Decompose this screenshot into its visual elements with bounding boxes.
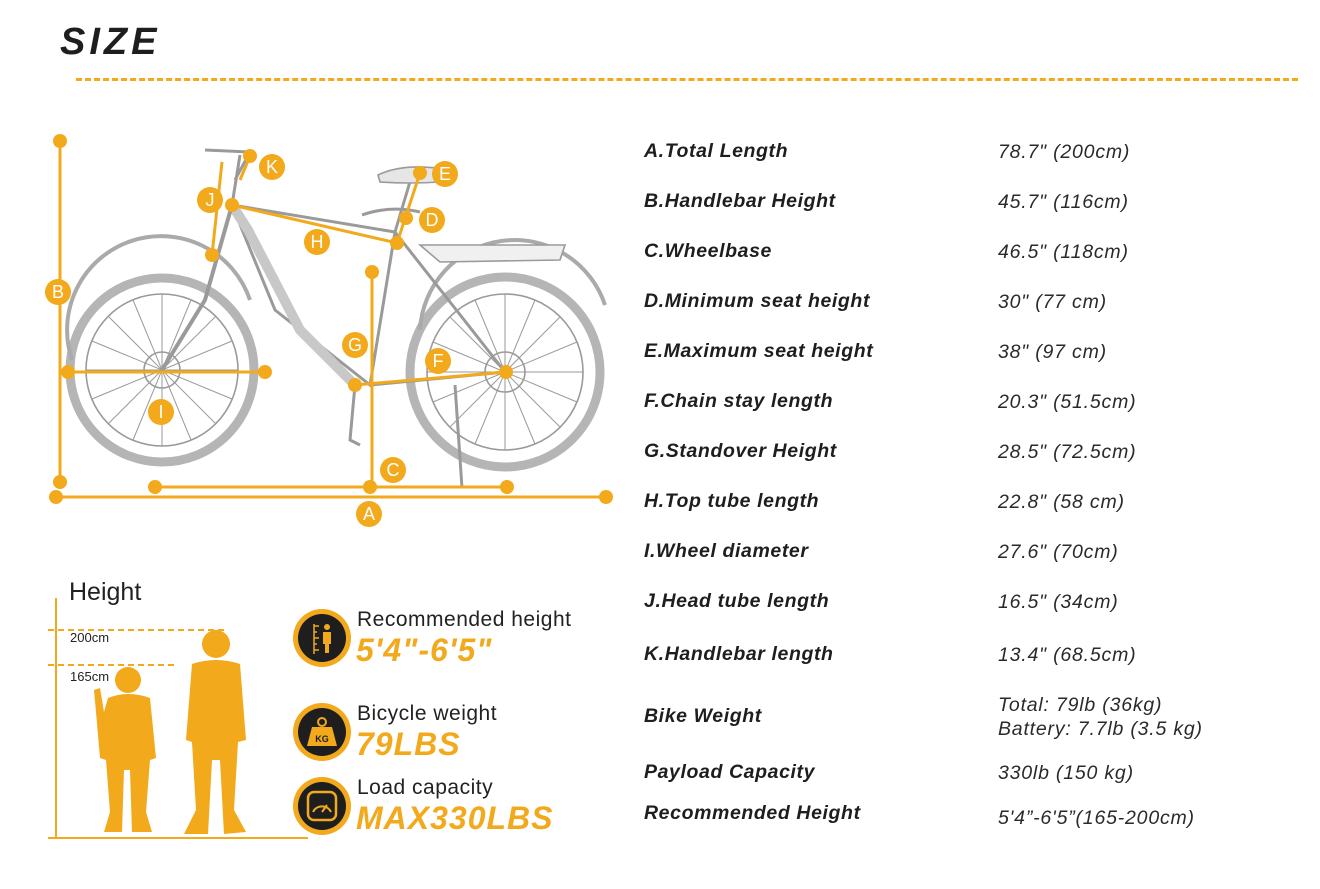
weight-icon: [292, 702, 352, 762]
svg-text:K: K: [265, 157, 279, 177]
spec-value: 27.6" (70cm): [998, 541, 1119, 563]
dashed-divider: [76, 78, 1298, 81]
spec-label: H.Top tube length: [644, 490, 820, 512]
spec-value: 78.7" (200cm): [998, 141, 1131, 163]
spec-value: 330lb (150 kg): [998, 762, 1134, 784]
spec-value: 16.5" (34cm): [998, 591, 1119, 613]
spec-value: 22.8" (58 cm): [998, 491, 1125, 513]
spec-value: 38" (97 cm): [998, 341, 1107, 363]
svg-text:H: H: [310, 232, 324, 252]
spec-label: Bike Weight: [644, 705, 762, 727]
svg-text:SIZE: SIZE: [60, 22, 161, 62]
size-logo: [58, 22, 208, 62]
height-mark-200cm: 200cm: [70, 630, 110, 645]
spec-label: Payload Capacity: [644, 761, 816, 783]
svg-text:G: G: [347, 335, 363, 355]
svg-text:F: F: [432, 351, 444, 371]
stat-bicycle-weight: [292, 702, 632, 768]
spec-value: 5'4”-6'5”(165-200cm): [998, 807, 1195, 829]
stat-value: MAX330LBS: [356, 800, 554, 836]
svg-text:J: J: [205, 190, 215, 210]
height-comparison-figure: [40, 570, 320, 850]
svg-text:I: I: [158, 402, 164, 422]
person-165cm-figure: [94, 667, 156, 832]
marker-c: [380, 457, 406, 483]
svg-text:KG: KG: [315, 734, 329, 744]
spec-label: B.Handlebar Height: [644, 190, 836, 212]
stat-value: 5'4"-6'5": [356, 632, 493, 668]
gauge-icon: [292, 776, 352, 836]
spec-value: 30" (77 cm): [998, 291, 1107, 313]
svg-text:E: E: [438, 164, 452, 184]
marker-i: [148, 399, 174, 425]
spec-value: 13.4" (68.5cm): [998, 644, 1137, 666]
spec-value: 20.3" (51.5cm): [998, 391, 1137, 413]
spec-label: J.Head tube length: [644, 590, 830, 612]
person-200cm-figure: [184, 630, 246, 834]
bike-sketch: [67, 150, 605, 488]
marker-k: [259, 154, 285, 180]
height-scale-icon: [292, 608, 352, 668]
spec-label: A.Total Length: [644, 140, 789, 162]
height-mark-165cm: 165cm: [70, 669, 110, 684]
svg-text:D: D: [425, 210, 439, 230]
marker-j: [197, 187, 223, 213]
marker-h: [304, 229, 330, 255]
svg-text:A: A: [362, 504, 376, 524]
spec-label: K.Handlebar length: [644, 643, 834, 665]
spec-value: 46.5" (118cm): [998, 241, 1129, 263]
spec-label: C.Wheelbase: [644, 240, 772, 262]
spec-label: F.Chain stay length: [644, 390, 834, 412]
stat-recommended-height: [292, 608, 632, 674]
spec-value-secondary: Battery: 7.7lb (3.5 kg): [998, 718, 1203, 740]
spec-label: Recommended Height: [644, 802, 861, 824]
spec-value: 28.5" (72.5cm): [998, 441, 1137, 463]
spec-value: 45.7" (116cm): [998, 191, 1129, 213]
dimension-lines: [56, 141, 606, 497]
svg-text:C: C: [386, 460, 400, 480]
svg-text:B: B: [51, 282, 65, 302]
spec-label: E.Maximum seat height: [644, 340, 874, 362]
stat-value: 79LBS: [356, 726, 461, 762]
marker-g: [342, 332, 368, 358]
spec-label: D.Minimum seat height: [644, 290, 871, 312]
marker-f: [425, 348, 451, 374]
marker-e: [432, 161, 458, 187]
stat-label: Bicycle weight: [357, 702, 498, 725]
marker-a: [356, 501, 382, 527]
bike-dimension-diagram: [40, 120, 620, 540]
stat-label: Load capacity: [357, 776, 494, 799]
spec-label: G.Standover Height: [644, 440, 837, 462]
spec-value: Total: 79lb (36kg): [998, 694, 1163, 716]
stat-label: Recommended height: [357, 608, 572, 631]
stat-load-capacity: [292, 776, 632, 842]
marker-b: [45, 279, 71, 305]
dimension-endpoints: [49, 134, 613, 504]
marker-d: [419, 207, 445, 233]
spec-label: I.Wheel diameter: [644, 540, 809, 562]
height-panel-title: Height: [69, 578, 142, 606]
